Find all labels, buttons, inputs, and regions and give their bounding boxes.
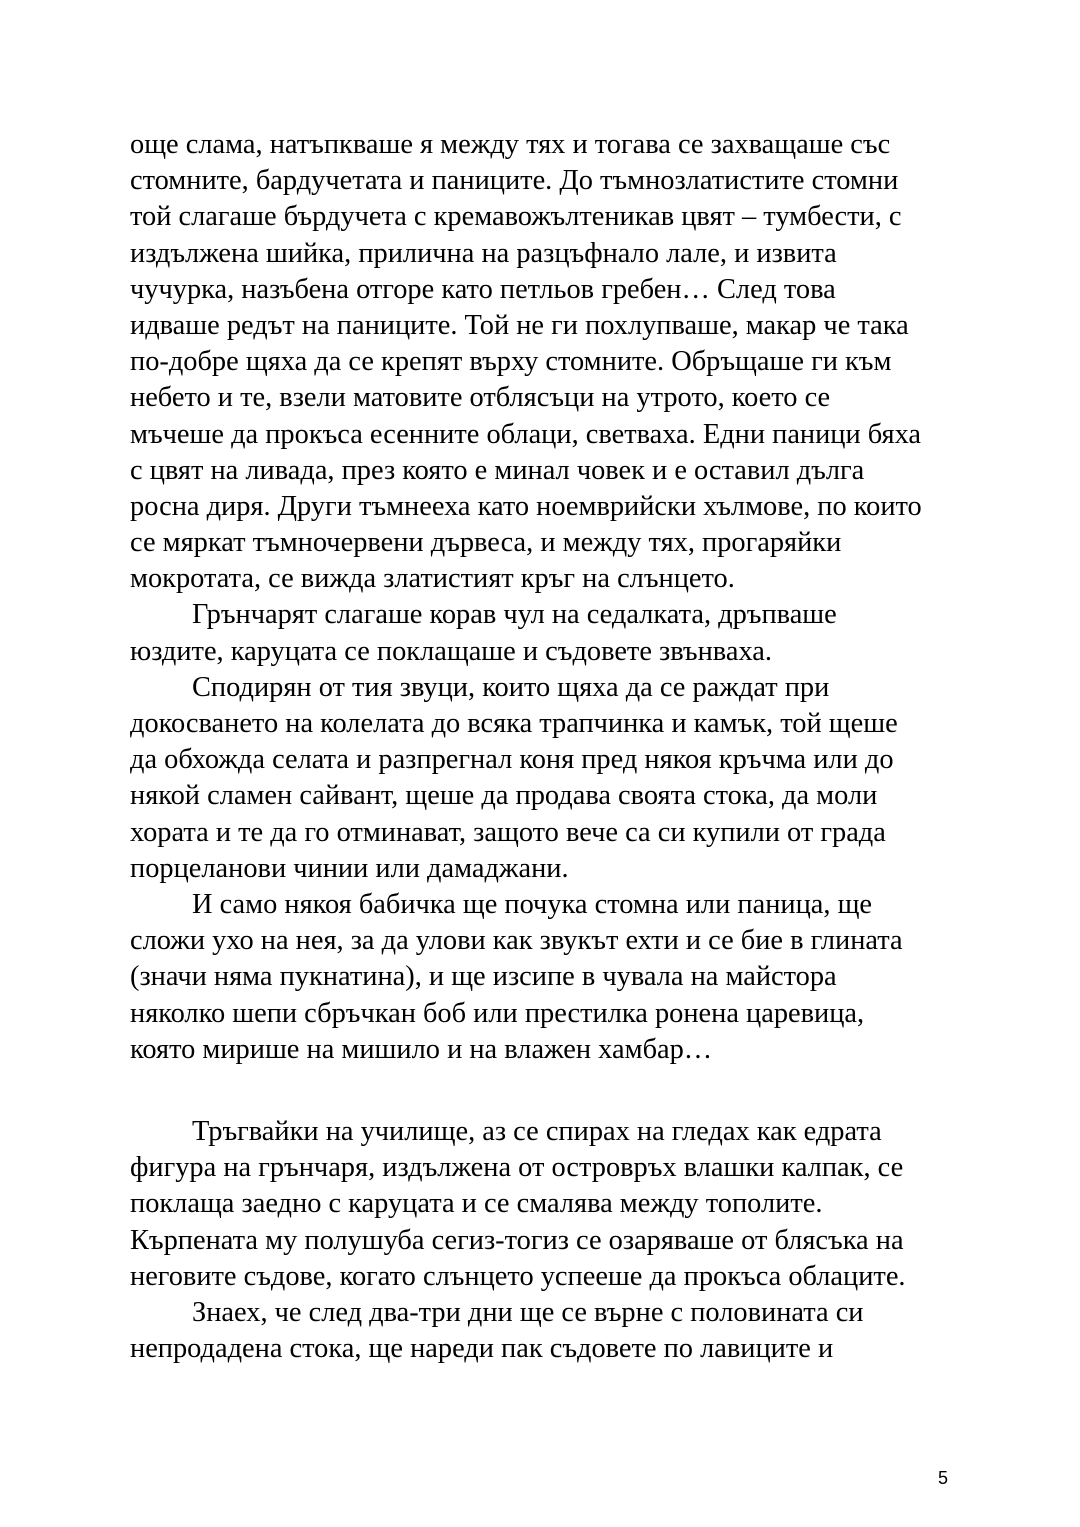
text-line: някой сламен сайвант, щеше да продава своята стока, да моли	[130, 780, 878, 812]
paragraph-first-line: Грънчарят слагаше корав чул на седалката, дръпваше	[192, 599, 837, 631]
text-block-1	[130, 127, 960, 1068]
text-line: издължена шийка, прилична на разцъфнало лале, и извита	[130, 237, 837, 269]
text-line: по-добре щяха да се крепят върху стомните. Обръщаше ги към	[130, 346, 892, 378]
paragraph-first-line: Тръгвайки на училище, аз се спирах на гледах как едрата	[192, 1116, 882, 1147]
page-number: 5	[938, 1468, 949, 1488]
text-line: докосването на колелата до всяка трапчинка и камък, той щеше	[130, 708, 898, 739]
text-line: с цвят на ливада, през която е минал човек и е оставил дълга	[130, 454, 865, 486]
text-line: сложи ухо на нея, за да улови как звукът ехти и се бие в глината	[130, 925, 903, 957]
text-line: (значи няма пукнатина), и ще изсипе в чувала на майстора	[130, 961, 837, 993]
text-line: стомните, бардучетата и паниците. До тъмнозлатистите стомни	[130, 165, 899, 197]
text-line: небето и те, взели матовите отблясъци на утрото, което се	[130, 382, 831, 414]
text-line: хората и те да го отминават, защото вече са си купили от града	[130, 816, 886, 848]
text-line: поклаща заедно с каруцата и се смалява между тополите.	[130, 1188, 823, 1220]
text-block-2	[130, 1114, 960, 1367]
text-line: която мирише на мишило и на влажен хамбар…	[130, 1033, 713, 1065]
text-line: росна диря. Други тъмнееха като ноемврийски хълмове, по които	[130, 490, 922, 522]
text-line: идваше редът на паниците. Той не ги похлупваше, макар че така	[130, 309, 909, 341]
paragraph-first-line: Знаех, че след два-три дни ще се върне с половината си	[192, 1296, 864, 1328]
paragraph-first-line: И само някоя бабичка ще почука стомна или паница, ще	[192, 888, 873, 920]
text-line: той слагаше бърдучета с кремавожълтеникав цвят – тумбести, с	[130, 201, 902, 233]
text-line: Кърпената му полушуба сегиз-тогиз се озаряваше от блясъка на	[130, 1224, 904, 1256]
text-line: се мяркат тъмночервени дървеса, и между тях, прогаряйки	[130, 527, 842, 559]
text-line: мъчеше да прокъса есенните облаци, светваха. Едни паници бяха	[130, 418, 922, 450]
text-line: непродадена стока, ще нареди пак съдовете по лавиците и	[130, 1333, 834, 1365]
text-line: юздите, каруцата се поклащаше и съдовете звънваха.	[130, 635, 772, 667]
text-line: фигура на грънчаря, издължена от островръх влашки калпак, се	[130, 1152, 904, 1184]
text-line: порцеланови чинии или дамаджани.	[130, 852, 569, 884]
text-line: още слама, натъпкваше я между тях и тогава се захващаше със	[130, 129, 891, 160]
text-line: чучурка, назъбена отгоре като петльов гребен… След това	[130, 273, 836, 305]
paragraph-first-line: Сподирян от тия звуци, които щяха да се раждат при	[192, 671, 830, 703]
text-line: няколко шепи сбръчкан боб или престилка ронена царевица,	[130, 997, 865, 1029]
text-line: да обхожда селата и разпрегнал коня пред някоя кръчма или до	[130, 744, 894, 776]
text-line: мокротата, се вижда златистият кръг на слънцето.	[130, 563, 735, 595]
text-line: неговите съдове, когато слънцето успееше да прокъса облаците.	[130, 1260, 906, 1292]
